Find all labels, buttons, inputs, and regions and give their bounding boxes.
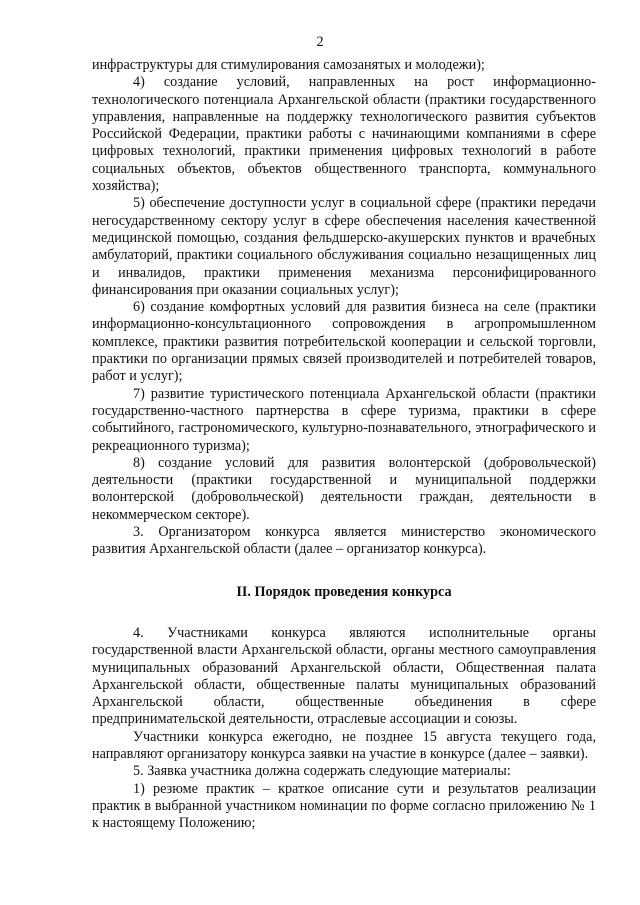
paragraph: 8) создание условий для развития волонтерской (добровольческой) деятельности (практики государственной и муниципальной поддержки волонтерской (добровольческой) деятельности граждан, деятельности в некоммерческом секторе).: [92, 454, 596, 523]
section-heading: II. Порядок проведения конкурса: [236, 583, 452, 600]
paragraph: 5. Заявка участника должна содержать следующие материалы:: [133, 763, 511, 780]
paragraph: 4) создание условий, направленных на рост информационно-технологического потенциала Архангельской области (практики государственного управления, направленные на поддержку технологического развития субъектов Российской Федерации, практики работы с начинающими компаниями в сфере цифровых технологий, практики применения цифровых технологий в работе социальных объектов, объектов общественного транспорта, коммунального хозяйства);: [92, 74, 596, 195]
page-number: 2: [316, 34, 324, 50]
paragraph: 1) резюме практик – краткое описание сути и результатов реализации практик в выбранной участником номинации по форме согласно приложению № 1 к настоящему Положению;: [92, 780, 596, 832]
document-body: [92, 57, 596, 832]
paragraph: 4. Участниками конкурса являются исполнительные органы государственной власти Архангельской области, органы местного самоуправления муниципальных образований Архангельской области, Общественная палата Архангельской области, общественные палаты муниципальных образований Архангельской области, общественные объединения в сфере предпринимательской деятельности, отраслевые ассоциации и союзы.: [92, 624, 596, 728]
paragraph: 5) обеспечение доступности услуг в социальной сфере (практики передачи негосударственному сектору услуг в сфере обеспечения населения качественной медицинской помощью, создания фельдшерско-акушерских пунктов и врачебных амбулаторий, практики социального обслуживания социально незащищенных лиц и инвалидов, практики применения механизма персонифицированного финансирования при оказании социальных услуг);: [92, 195, 596, 298]
paragraph: 6) создание комфортных условий для развития бизнеса на селе (практики информационно-консультационного сопровождения в агропромышленном комплексе, практики развития потребительской кооперации и сельской торговли, практики по организации прямых связей производителей и потребителей товаров, работ и услуг);: [92, 299, 596, 385]
paragraph: инфраструктуры для стимулирования самозанятых и молодежи);: [92, 57, 485, 73]
paragraph: Участники конкурса ежегодно, не позднее 15 августа текущего года, направляют организатору конкурса заявки на участие в конкурсе (далее – заявки).: [92, 728, 596, 762]
paragraph: 7) развитие туристического потенциала Архангельской области (практики государственно-частного партнерства в сфере туризма, практики в сфере событийного, гастрономического, культурно-познавательного, этнографического и рекреационного туризма);: [92, 385, 596, 454]
paragraph: 3. Организатором конкурса является министерство экономического развития Архангельской области (далее – организатор конкурса).: [92, 524, 596, 558]
